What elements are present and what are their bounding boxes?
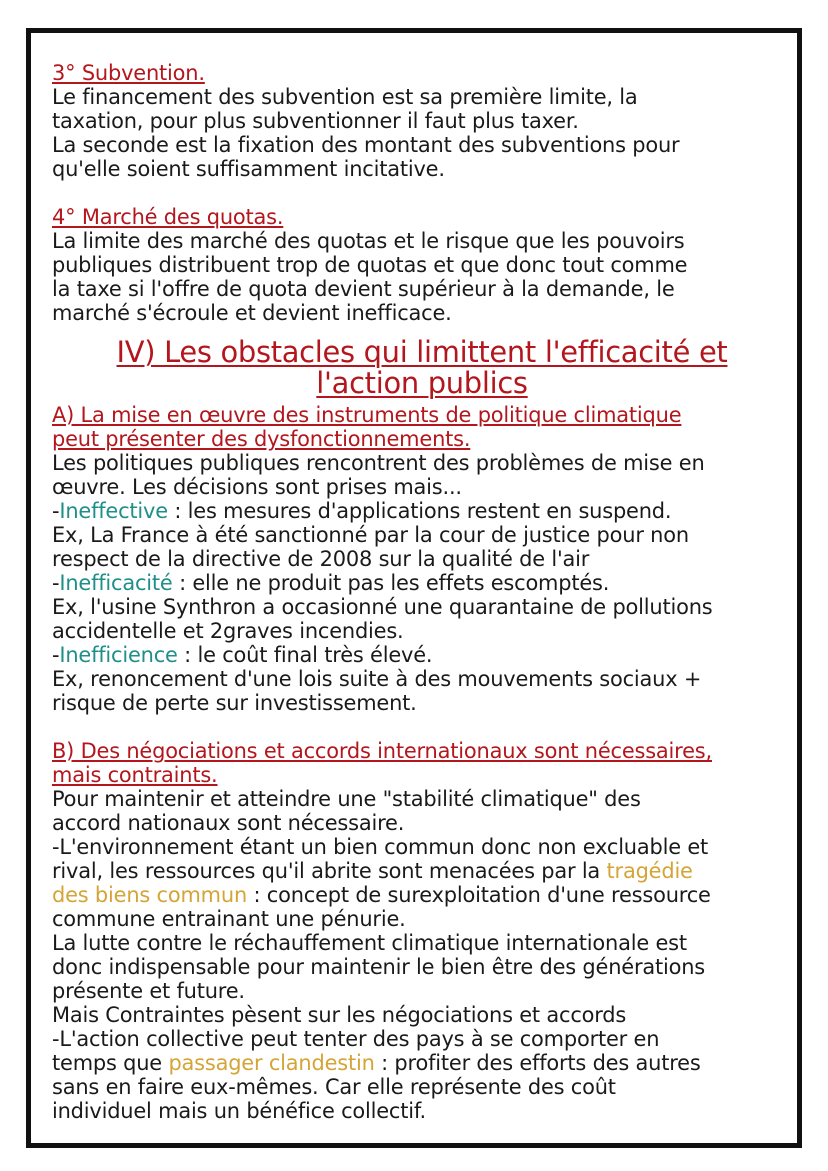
subvention-line-2: taxation, pour plus subventionner il faut plus taxer. [52,109,579,133]
b-line-4 [52,859,792,883]
term-passager-clandestin: passager clandestin [168,1051,375,1075]
b-line-7: La lutte contre le réchauffement climatique internationale est [52,931,687,955]
a-line-1: Les politiques publiques rencontrent des problèmes de mise en [52,451,705,475]
quotas-line-1: La limite des marché des quotas et le risque que les pouvoirs [52,229,685,253]
a-example-2-line-1: Ex, l'usine Synthron a occasionné une quarantaine de pollutions [52,595,713,619]
b-line-8: donc indispensable pour maintenir le bien être des générations [52,955,706,979]
b-line-11: -L'action collective peut tenter des pays à se comporter en [52,1027,660,1051]
b-line-10: Mais Contraintes pèsent sur les négociations et accords [52,1003,627,1027]
part-title-line-2: l'action publics [316,366,528,400]
ineffective-definition: : les mesures d'applications restent en suspend. [167,499,672,523]
b-line-5 [52,883,792,907]
term-ineffective: Ineffective [59,499,168,523]
heading-b-line-2: mais contraints. [52,763,218,787]
heading-a-line-1: A) La mise en œuvre des instruments de politique climatique [52,403,682,427]
term-inefficience: Inefficience [59,643,178,667]
b-line-2: accord nationaux sont nécessaire. [52,811,405,835]
heading-marche-quotas: 4° Marché des quotas. [52,205,284,229]
b-line-12 [52,1051,792,1075]
b-line-12-text: temps que [52,1051,169,1075]
b-line-13: sans en faire eux-mêmes. Car elle représente des coût [52,1075,616,1099]
a-ineffective-line [52,499,792,523]
subvention-line-1: Le financement des subvention est sa première limite, la [52,85,638,109]
quotas-line-2: publiques distribuent trop de quotas et que donc tout comme [52,253,688,277]
a-example-1-line-1: Ex, La France à été sanctionné par la cour de justice pour non [52,523,689,547]
term-biens-commun: des biens commun [52,883,248,907]
b-line-3: -L'environnement étant un bien commun donc non excluable et [52,835,709,859]
quotas-line-4: marché s'écroule et devient inefficace. [52,301,452,325]
inefficacite-definition: : elle ne produit pas les effets escomptés. [172,571,610,595]
a-example-1-line-2: respect de la directive de 2008 sur la qualité de l'air [52,547,590,571]
b-line-14: individuel mais un bénéfice collectif. [52,1099,426,1123]
b-line-4-text: rival, les ressources qu'il abrite sont menacées par la [52,859,607,883]
a-example-2-line-2: accidentelle et 2graves incendies. [52,619,404,643]
bullet-dash: - [52,643,60,667]
subvention-line-3: La seconde est la fixation des montant des subventions pour [52,133,680,157]
b-line-12-rest: : profiter des efforts des autres [374,1051,701,1075]
quotas-line-3: la taxe si l'offre de quota devient supérieur à la demande, le [52,277,675,301]
a-line-2: œuvre. Les décisions sont prises mais... [52,475,462,499]
b-line-1: Pour maintenir et atteindre une "stabilité climatique" des [52,787,641,811]
page-frame [26,28,802,1148]
a-example-3-line-2: risque de perte sur investissement. [52,691,417,715]
b-line-9: présente et future. [52,979,245,1003]
subvention-line-4: qu'elle soient suffisamment incitative. [52,157,445,181]
term-tragedie: tragédie [606,859,693,883]
bullet-dash: - [52,499,60,523]
inefficience-definition: : le coût final très élevé. [177,643,433,667]
term-inefficacite: Inefficacité [59,571,173,595]
heading-a-line-2: peut présenter des dysfonctionnements. [52,427,471,451]
a-inefficience-line [52,643,792,667]
a-inefficacite-line [52,571,792,595]
part-title-line-1: IV) Les obstacles qui limittent l'efficacité et [116,335,728,369]
bullet-dash: - [52,571,60,595]
a-example-3-line-1: Ex, renoncement d'une lois suite à des mouvements sociaux + [52,667,702,691]
heading-b-line-1: B) Des négociations et accords internationaux sont nécessaires, [52,739,712,763]
document-body [52,61,792,1123]
heading-subvention: 3° Subvention. [52,61,205,85]
b-line-5-text: : concept de surexploitation d'une ressource [247,883,711,907]
b-line-6: commune entrainant une pénurie. [52,907,406,931]
